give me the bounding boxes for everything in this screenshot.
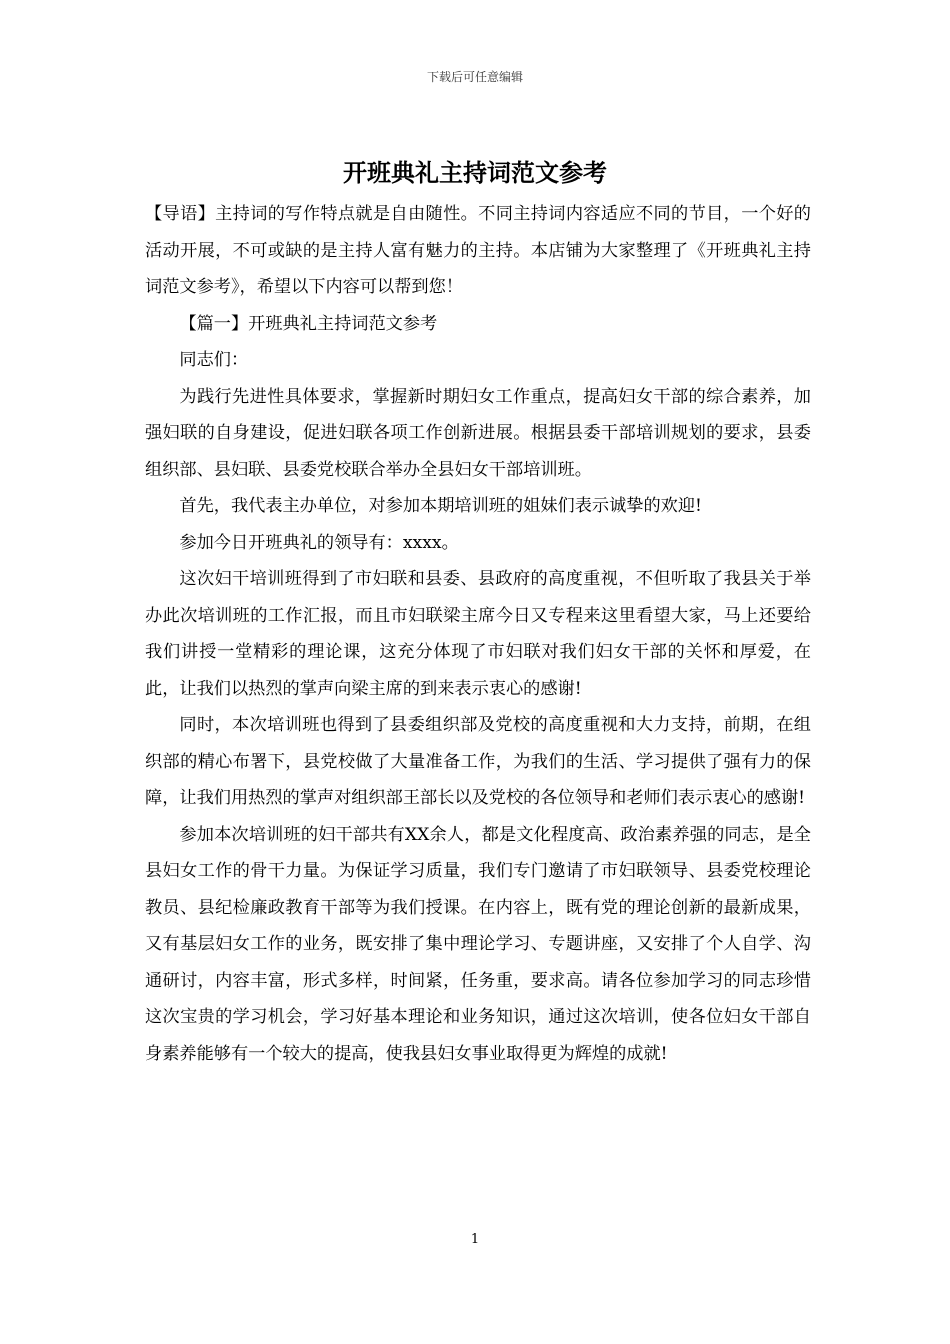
body-paragraph: 这次妇干培训班得到了市妇联和县委、县政府的高度重视，不但听取了我县关于举办此次培训班的工作汇报，而且市妇联梁主席今日又专程来这里看望大家，马上还要给我们讲授一堂精彩的理论课，这充分体现了市妇联对我们妇女干部的关怀和厚爱，在此，让我们以热烈的掌声向梁主席的到来表示衷心的感谢! xyxy=(145,569,811,699)
section-heading: 【篇一】开班典礼主持词范文参考 xyxy=(179,313,438,334)
body-paragraph: 参加本次培训班的妇干部共有XX余人，都是文化程度高、政治素养强的同志，是全县妇女工作的骨干力量。为保证学习质量，我们专门邀请了市妇联领导、县委党校理论教员、县纪检廉政教育干部等为我们授课。在内容上，既有党的理论创新的最新成果，又有基层妇女工作的业务，既安排了集中理论学习、专题讲座，又安排了个人自学、沟通研讨，内容丰富，形式多样，时间紧，任务重，要求高。请各位参加学习的同志珍惜这次宝贵的学习机会，学习好基本理论和业务知识，通过这次培训，使各位妇女干部自身素养能够有一个较大的提高，使我县妇女事业取得更为辉煌的成就! xyxy=(145,824,811,1064)
intro-paragraph: 【导语】主持词的写作特点就是自由随性。不同主持词内容适应不同的节目，一个好的活动开展，不可或缺的是主持人富有魅力的主持。本店铺为大家整理了《开班典礼主持词范文参考》，希望以下内容可以帮到您！ xyxy=(145,204,811,297)
body-paragraph: 参加今日开班典礼的领导有：xxxx。 xyxy=(179,532,459,553)
header-note: 下载后可任意编辑 xyxy=(426,70,523,84)
document-body xyxy=(145,196,811,1072)
body-paragraph: 首先，我代表主办单位，对参加本期培训班的姐妹们表示诚挚的欢迎! xyxy=(179,496,702,516)
body-paragraph: 为践行先进性具体要求，掌握新时期妇女工作重点，提高妇女干部的综合素养，加强妇联的自身建设，促进妇联各项工作创新进展。根据县委干部培训规划的要求，县委组织部、县妇联、县委党校联合举办全县妇女干部培训班。 xyxy=(145,386,811,480)
salutation: 同志们： xyxy=(179,350,249,370)
body-paragraph: 同时，本次培训班也得到了县委组织部及党校的高度重视和大力支持，前期，在组织部的精心布署下，县党校做了大量准备工作，为我们的生活、学习提供了强有力的保障，让我们用热烈的掌声对组织部王部长以及党校的各位领导和老师们表示衷心的感谢! xyxy=(145,715,811,808)
page-number: 1 xyxy=(470,1232,480,1247)
document-title: 开班典礼主持词范文参考 xyxy=(343,158,607,187)
